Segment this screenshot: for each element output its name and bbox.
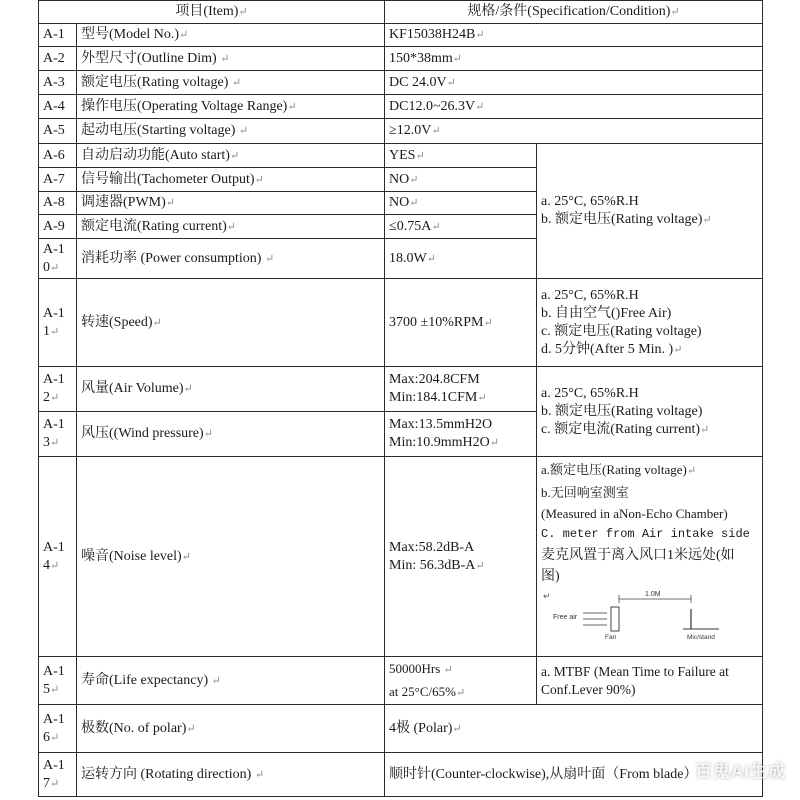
condition-line: a. 25°C, 65%R.H [541, 287, 639, 303]
row-item: 自动启动功能(Auto start)↵ [77, 144, 385, 168]
row-item: 调速器(PWM)↵ [77, 192, 385, 215]
table-row [39, 279, 763, 367]
row-id: A-2 [39, 47, 77, 71]
spec-table [38, 0, 763, 797]
condition-line: C. meter from Air intake side [541, 527, 750, 541]
row-value: ≤0.75A↵ [385, 215, 537, 239]
row-id: A-1 0↵ [39, 239, 77, 279]
watermark-text: 百鬼AI生成 [695, 762, 786, 781]
noise-measurement-diagram [541, 589, 763, 641]
row-id: A-1 [39, 24, 77, 47]
row-id: A-7 [39, 168, 77, 192]
row-value: Max:13.5mmH2O Min:10.9mmH2O↵ [385, 412, 537, 457]
diagram-svg [541, 589, 763, 641]
condition-line: b.无回响室测室 [541, 485, 629, 500]
row-value: 4极 (Polar)↵ [385, 705, 763, 753]
row-value: DC12.0~26.3V↵ [385, 95, 763, 119]
header-item: 项目(Item)↵ [39, 1, 385, 24]
condition-line: b. 额定电压(Rating voltage)↵ [541, 212, 712, 227]
row-id: A-1 3↵ [39, 412, 77, 457]
row-value: NO↵ [385, 192, 537, 215]
condition-line: b. 自由空气()Free Air) [541, 305, 672, 321]
row-id: A-1 5↵ [39, 657, 77, 705]
table-row [39, 119, 763, 144]
row-id: A-6 [39, 144, 77, 168]
row-item: 额定电压(Rating voltage) ↵ [77, 71, 385, 95]
row-value: Max:204.8CFM Min:184.1CFM↵ [385, 367, 537, 412]
row-item: 噪音(Noise level)↵ [77, 457, 385, 657]
condition-line: a.额定电压(Rating voltage)↵ [541, 462, 697, 477]
row-id: A-1 6↵ [39, 705, 77, 753]
condition-line: Conf.Lever 90%) [541, 681, 636, 697]
condition-line: d. 5分钟(After 5 Min. )↵ [541, 341, 683, 357]
table-row [39, 144, 763, 168]
condition-line: a. 25°C, 65%R.H [541, 385, 639, 401]
row-id: A-1 7↵ [39, 753, 77, 797]
row-item: 转速(Speed)↵ [77, 279, 385, 367]
row-value: 50000Hrs ↵ at 25°C/65%↵ [385, 657, 537, 705]
row-item: 风量(Air Volume)↵ [77, 367, 385, 412]
row-item: 额定电流(Rating current)↵ [77, 215, 385, 239]
row-item: 寿命(Life expectancy) ↵ [77, 657, 385, 705]
distance-label: 1.0M [645, 591, 661, 598]
free-air-label: Free air [553, 614, 578, 621]
mic-label: Mic/stand [687, 634, 715, 641]
row-value: NO↵ [385, 168, 537, 192]
condition-line: 图) [541, 569, 560, 584]
row-item: 起动电压(Starting voltage) ↵ [77, 119, 385, 144]
condition-cell-air-wind [537, 367, 763, 457]
row-item: 信号输出(Tachometer Output)↵ [77, 168, 385, 192]
table-row [39, 457, 763, 657]
header-row [39, 1, 763, 24]
diagram-edit-mark: ↵ [543, 591, 551, 601]
row-id: A-1 1↵ [39, 279, 77, 367]
row-item: 消耗功率 (Power consumption) ↵ [77, 239, 385, 279]
table-row [39, 71, 763, 95]
row-item: 操作电压(Operating Voltage Range)↵ [77, 95, 385, 119]
row-value: 18.0W↵ [385, 239, 537, 279]
condition-line: c. 额定电流(Rating current)↵ [541, 421, 710, 437]
condition-line: a. 25°C, 65%R.H [541, 194, 639, 209]
row-value: 3700 ±10%RPM↵ [385, 279, 537, 367]
condition-line: c. 额定电压(Rating voltage) [541, 323, 702, 339]
row-value: Max:58.2dB-A Min: 56.3dB-A↵ [385, 457, 537, 657]
table-row [39, 705, 763, 753]
condition-line: b. 额定电压(Rating voltage) [541, 403, 703, 419]
row-id: A-3 [39, 71, 77, 95]
row-value: KF15038H24B↵ [385, 24, 763, 47]
table-row [39, 24, 763, 47]
row-id: A-1 4↵ [39, 457, 77, 657]
row-value: YES↵ [385, 144, 537, 168]
row-value: 顺时针(Counter-clockwise),从扇叶面（From blade） [385, 753, 763, 797]
header-spec: 规格/条件(Specification/Condition)↵ [385, 1, 763, 24]
row-id: A-5 [39, 119, 77, 144]
row-value: DC 24.0V↵ [385, 71, 763, 95]
condition-line: 麦克风置于离入风口1米远处(如 [541, 548, 735, 563]
condition-cell-noise [537, 457, 763, 657]
row-value: ≥12.0V↵ [385, 119, 763, 144]
row-item: 外型尺寸(Outline Dim) ↵ [77, 47, 385, 71]
condition-cell-a6-a10 [537, 144, 763, 279]
table-row [39, 95, 763, 119]
row-id: A-8 [39, 192, 77, 215]
spec-sheet [38, 0, 762, 800]
condition-cell-life [537, 657, 763, 705]
row-item: 极数(No. of polar)↵ [77, 705, 385, 753]
fan-label: Fan [605, 634, 617, 641]
row-id: A-1 2↵ [39, 367, 77, 412]
row-id: A-4 [39, 95, 77, 119]
row-item: 风压((Wind pressure)↵ [77, 412, 385, 457]
row-value: 150*38mm↵ [385, 47, 763, 71]
condition-cell-speed [537, 279, 763, 367]
table-row [39, 753, 763, 797]
condition-line: a. MTBF (Mean Time to Failure at [541, 663, 729, 679]
row-id: A-9 [39, 215, 77, 239]
table-row [39, 657, 763, 705]
table-row [39, 367, 763, 412]
table-row [39, 47, 763, 71]
condition-line: (Measured in aNon-Echo Chamber) [541, 506, 728, 521]
row-item: 运转方向 (Rotating direction) ↵ [77, 753, 385, 797]
fan-shape [611, 607, 619, 631]
row-item: 型号(Model No.)↵ [77, 24, 385, 47]
